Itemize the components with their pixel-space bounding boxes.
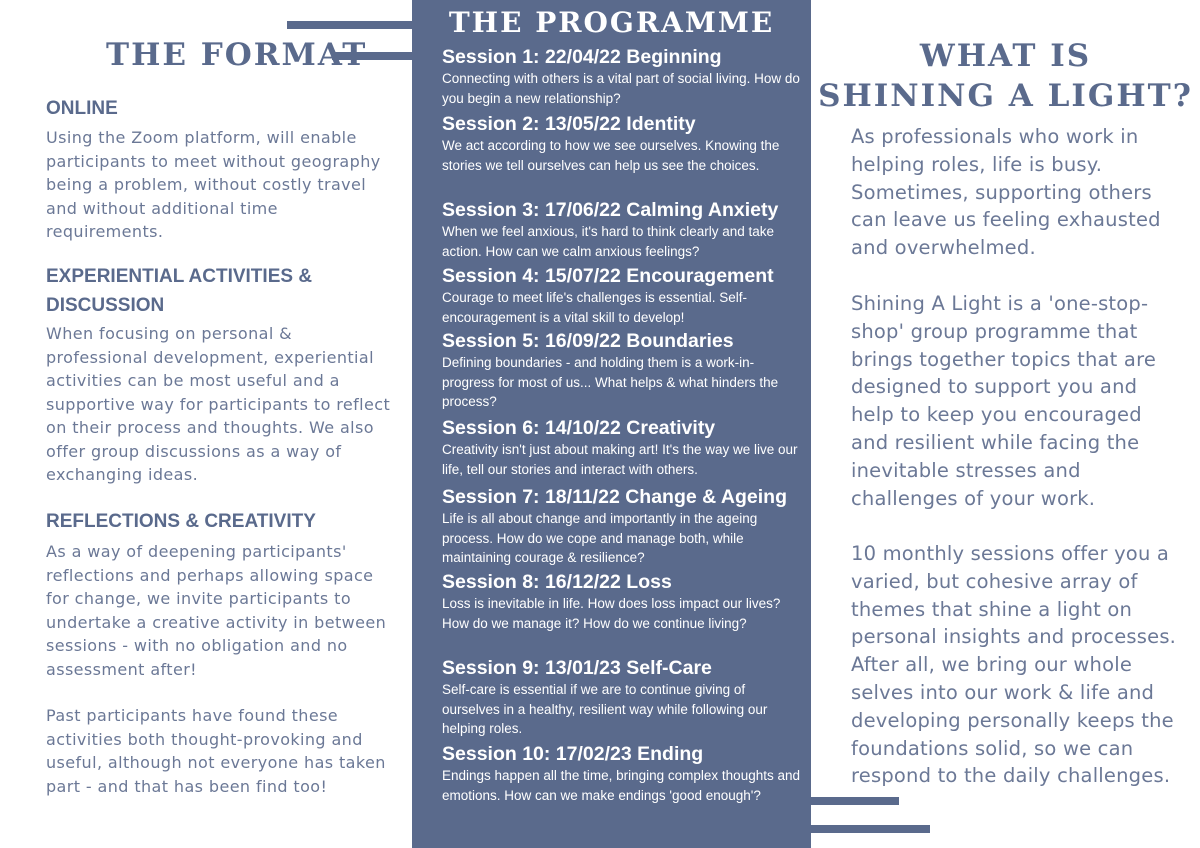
- session-title: Session 5: 16/09/22 Boundaries: [442, 330, 734, 352]
- about-paragraph-3: 10 monthly sessions offer you a varied, but cohesive array of themes that shine a light on personal insights and processes. After all, we bring our whole selves into our work & life and developing personally keeps the foundations solid, so we can respond to the daily challenges.: [851, 542, 1177, 788]
- session-title: Session 6: 14/10/22 Creativity: [442, 417, 716, 439]
- session-desc: Endings happen all the time, bringing complex thoughts and emotions. How can we make endings 'good enough'?: [442, 768, 800, 803]
- programme-column: [412, 0, 811, 848]
- about-paragraph-2: Shining A Light is a 'one-stop-shop' group programme that brings together topics that are designed to support you and help to keep you encouraged and resilient while facing the inevitable stresses and challenges of your work.: [851, 292, 1157, 510]
- session-title: Session 1: 22/04/22 Beginning: [442, 46, 722, 68]
- about-paragraph-1: As professionals who work in helping roles, life is busy. Sometimes, supporting others can leave us feeling exhausted and overwhelmed.: [851, 125, 1161, 260]
- session-item: [442, 45, 802, 108]
- format-title: THE FORMAT: [106, 37, 368, 73]
- online-heading: ONLINE: [46, 98, 118, 119]
- session-desc: Creativity isn't just about making art! It's the way we live our life, tell our stories and interact with others.: [442, 442, 798, 477]
- about-title-line1: WHAT IS: [919, 38, 1092, 74]
- programme-title: THE PROGRAMME: [448, 6, 775, 39]
- session-item: [442, 742, 802, 805]
- session-title: Session 4: 15/07/22 Encouragement: [442, 265, 774, 287]
- session-title: Session 9: 13/01/23 Self-Care: [442, 657, 712, 679]
- about-title: [811, 36, 1200, 116]
- session-desc: When we feel anxious, it's hard to think clearly and take action. How can we calm anxious feelings?: [442, 224, 775, 259]
- session-title: Session 8: 16/12/22 Loss: [442, 571, 672, 593]
- decor-bar-bottom-1: [811, 797, 899, 805]
- session-desc: Loss is inevitable in life. How does loss impact our lives? How do we manage it? How do we continue living?: [442, 596, 781, 631]
- decor-bar-bottom-2: [811, 825, 930, 833]
- session-desc: Self-care is essential if we are to continue giving of ourselves in a healthy, resilient way while following our helping roles.: [442, 682, 768, 736]
- session-desc: Connecting with others is a vital part of social living. How do you begin a new relationship?: [442, 71, 800, 106]
- experiential-text: When focusing on personal & professional development, experiential activities can be most useful and a supportive way for participants to reflect on their process and thoughts. We also offer group discussions as a way of exchanging ideas.: [46, 324, 391, 484]
- about-title-line2: SHINING A LIGHT?: [818, 78, 1193, 114]
- online-text: Using the Zoom platform, will enable participants to meet without geography being a problem, without costly travel and without additional time requirements.: [46, 128, 381, 241]
- session-item: [442, 198, 802, 261]
- experiential-heading: EXPERIENTIAL ACTIVITIES & DISCUSSION: [46, 266, 313, 316]
- session-title: Session 2: 13/05/22 Identity: [442, 113, 696, 135]
- decor-bar-top: [287, 21, 412, 29]
- session-desc: We act according to how we see ourselves. Knowing the stories we tell ourselves can help us see the choices.: [442, 138, 780, 173]
- session-item: [442, 570, 802, 633]
- session-desc: Life is all about change and importantly in the ageing process. How do we cope and manage both, while maintaining courage & resilience?: [442, 511, 758, 565]
- session-item: [442, 416, 802, 479]
- session-item: [442, 112, 802, 175]
- reflections-heading: REFLECTIONS & CREATIVITY: [46, 511, 316, 532]
- session-title: Session 3: 17/06/22 Calming Anxiety: [442, 199, 779, 221]
- closing-text: Past participants have found these activities both thought-provoking and useful, although not everyone has taken part - and that has been find too!: [46, 706, 386, 796]
- session-desc: Defining boundaries - and holding them is a work-in-progress for most of us... What helps & what hinders the process?: [442, 355, 779, 409]
- session-item: [442, 329, 802, 412]
- reflections-text: As a way of deepening participants' reflections and perhaps allowing space for change, we invite participants to undertake a creative activity in between sessions - with no obligation and no assessment after!: [46, 542, 387, 679]
- session-item: [442, 485, 802, 568]
- session-item: [442, 264, 802, 327]
- session-item: [442, 656, 802, 739]
- session-title: Session 7: 18/11/22 Change & Ageing: [442, 486, 787, 508]
- session-title: Session 10: 17/02/23 Ending: [442, 743, 704, 765]
- session-desc: Courage to meet life's challenges is essential. Self-encouragement is a vital skill to develop!: [442, 290, 747, 325]
